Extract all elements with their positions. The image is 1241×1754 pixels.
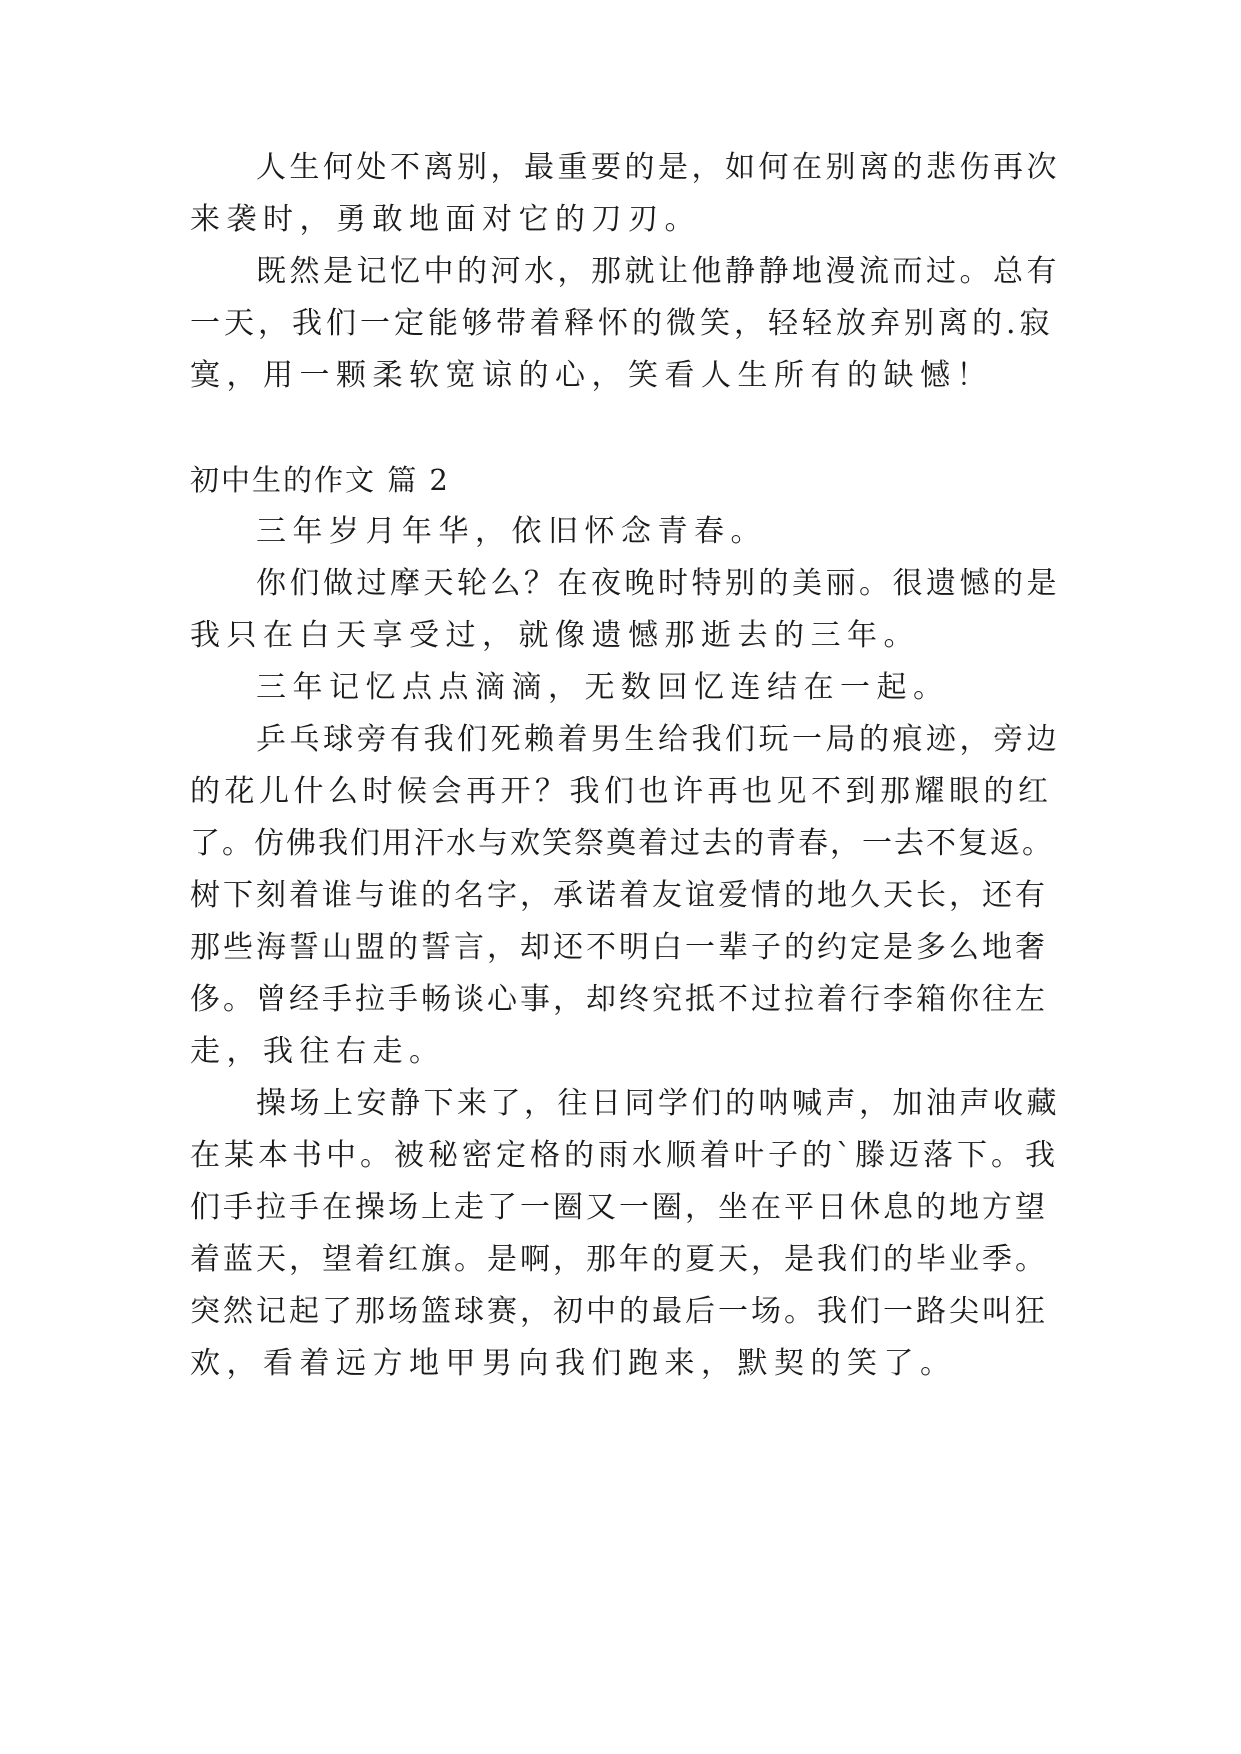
- paragraph-line: 三年记忆点点滴滴，无数回忆连结在一起。: [256, 670, 950, 705]
- paragraph-line: 你们做过摩天轮么？在夜晚时特别的美丽。很遗憾的是: [256, 566, 1060, 601]
- paragraph-line: 我只在白天享受过，就像遗憾那逝去的三年。: [190, 618, 920, 653]
- paragraph-line: 的花儿什么时候会再开？我们也许再也见不到那耀眼的红: [190, 774, 1053, 809]
- paragraph-line: 侈。曾经手拉手畅谈心事，却终究抵不过拉着行李箱你往左: [190, 982, 1048, 1017]
- paragraph-line: 乒乓球旁有我们死赖着男生给我们玩一局的痕迹，旁边: [256, 722, 1060, 757]
- paragraph-line: 一天，我们一定能够带着释怀的微笑，轻轻放弃别离的.寂: [190, 306, 1054, 341]
- paragraph-line: 树下刻着谁与谁的名字，承诺着友谊爱情的地久天长，还有: [190, 878, 1048, 913]
- paragraph-line: 们手拉手在操场上走了一圈又一圈，坐在平日休息的地方望: [190, 1190, 1048, 1225]
- paragraph-line: 走，我往右走。: [190, 1034, 446, 1069]
- paragraph-line: 来袭时，勇敢地面对它的刀刃。: [190, 202, 701, 237]
- paragraph-line: 人生何处不离别，最重要的是，如何在别离的悲伤再次: [256, 150, 1060, 185]
- paragraph-line: 三年岁月年华，依旧怀念青春。: [256, 514, 767, 549]
- paragraph-line: 欢，看着远方地甲男向我们跑来，默契的笑了。: [190, 1346, 957, 1381]
- section-heading: 初中生的作文 篇 2: [190, 463, 450, 497]
- paragraph-line: 突然记起了那场篮球赛，初中的最后一场。我们一路尖叫狂: [190, 1294, 1048, 1329]
- paragraph-line: 既然是记忆中的河水，那就让他静静地漫流而过。总有: [256, 254, 1060, 289]
- paragraph-line: 着蓝天，望着红旗。是啊，那年的夏天，是我们的毕业季。: [190, 1242, 1048, 1277]
- paragraph-line: 在某本书中。被秘密定格的雨水顺着叶子的`滕迈落下。我: [190, 1138, 1059, 1173]
- paragraph-line: 了。仿佛我们用汗水与欢笑祭奠着过去的青春，一去不复返。: [190, 826, 1054, 861]
- paragraph-line: 操场上安静下来了，往日同学们的呐喊声，加油声收藏: [256, 1086, 1060, 1121]
- paragraph-line: 那些海誓山盟的誓言，却还不明白一辈子的约定是多么地奢: [190, 930, 1048, 965]
- paragraph-line: 寞，用一颗柔软宽谅的心，笑看人生所有的缺憾！: [190, 358, 993, 393]
